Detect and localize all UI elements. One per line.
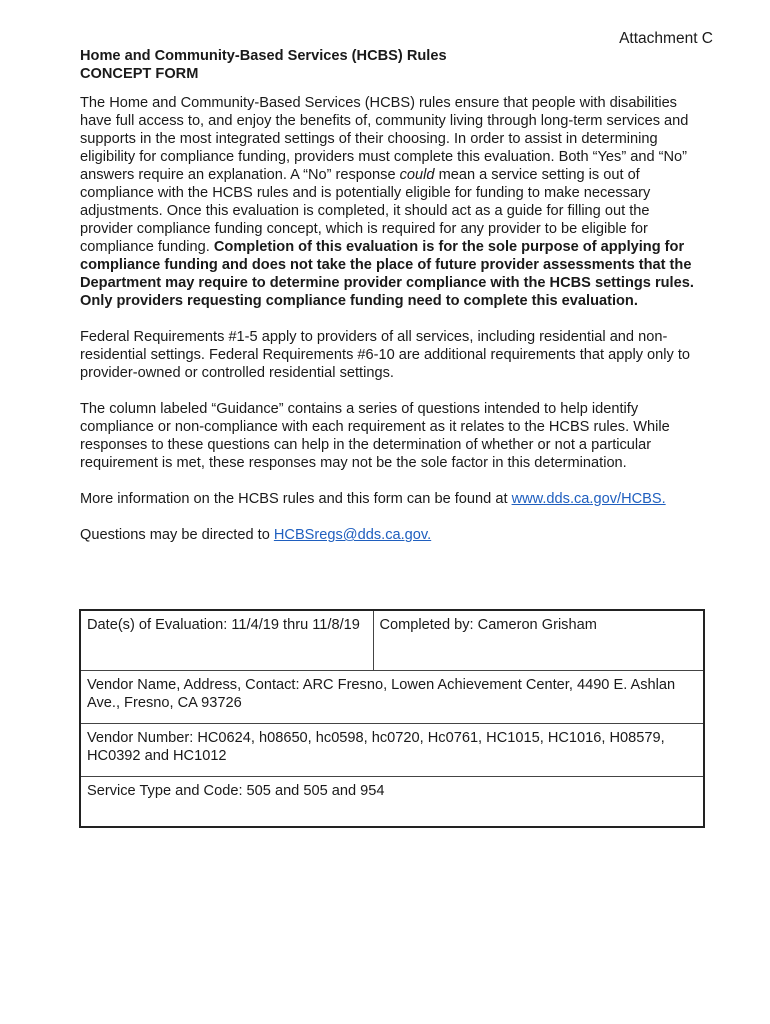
attachment-label: Attachment C — [619, 30, 713, 47]
more-info-text: More information on the HCBS rules and this form can be found at — [80, 491, 512, 507]
document-subtitle: CONCEPT FORM — [80, 66, 199, 82]
completed-by-cell: Completed by: Cameron Grisham — [373, 610, 704, 671]
intro-italic: could — [399, 167, 435, 183]
intro-text-1: The Home and Community-Based Services (HCBS) rules ensure that people with disabilities have full access to, and enjoy the benefits of, community living through long-term services and supports in the most integrated settings of their choosing. In order to assist in determining eligibility for compliance funding, providers must complete this evaluation. Both “Yes” and “No” answers require an explanation. A “No” response — [80, 95, 689, 183]
hcbs-email-link[interactable]: HCBSregs@dds.ca.gov. — [273, 527, 432, 543]
hcbs-website-link[interactable]: www.dds.ca.gov/HCBS. — [511, 491, 666, 507]
evaluation-row-dates — [80, 610, 704, 671]
service-type-cell: Service Type and Code: 505 and 505 and 954 — [80, 777, 704, 828]
evaluation-table — [79, 609, 705, 828]
evaluation-dates-cell: Date(s) of Evaluation: 11/4/19 thru 11/8/19 — [80, 610, 373, 671]
document-body — [80, 47, 705, 544]
more-info-paragraph — [80, 490, 705, 508]
document-title: Home and Community-Based Services (HCBS) Rules — [80, 48, 447, 64]
intro-bold: Completion of this evaluation is for the sole purpose of applying for compliance funding and does not take the place of future provider assessments that the Department may require to determine provider compliance with the HCBS settings rules. Only providers requesting compliance funding need to complete this evaluation. — [80, 239, 694, 309]
evaluation-row-vendor-number — [80, 724, 704, 777]
questions-paragraph — [80, 526, 705, 544]
evaluation-row-service-type — [80, 777, 704, 828]
evaluation-row-vendor — [80, 671, 704, 724]
federal-requirements-paragraph: Federal Requirements #1-5 apply to providers of all services, including residential and non-residential settings. Federal Requirements #6-10 are additional requirements that apply only to provider-owned or controlled residential settings. — [80, 329, 691, 381]
questions-text: Questions may be directed to — [80, 527, 274, 543]
intro-text-2: mean a service setting is out of compliance with the HCBS rules and is potentially eligible for funding to make necessary adjustments. Once this evaluation is completed, it should act as a guide for filling out the provider compliance funding concept, which is required for any provider to be eligible for compliance funding. — [80, 167, 651, 255]
guidance-paragraph: The column labeled “Guidance” contains a series of questions intended to help identify compliance or non-compliance with each requirement as it relates to the HCBS rules. While responses to these questions can help in the determination of whether or not a particular requirement is met, these responses may not be the sole factor in this determination. — [80, 401, 670, 471]
vendor-number-cell: Vendor Number: HC0624, h08650, hc0598, hc0720, Hc0761, HC1015, HC1016, H08579, HC0392 and HC1012 — [80, 724, 704, 777]
intro-paragraph — [80, 94, 705, 310]
vendor-name-cell: Vendor Name, Address, Contact: ARC Fresno, Lowen Achievement Center, 4490 E. Ashlan Ave., Fresno, CA 93726 — [80, 671, 704, 724]
